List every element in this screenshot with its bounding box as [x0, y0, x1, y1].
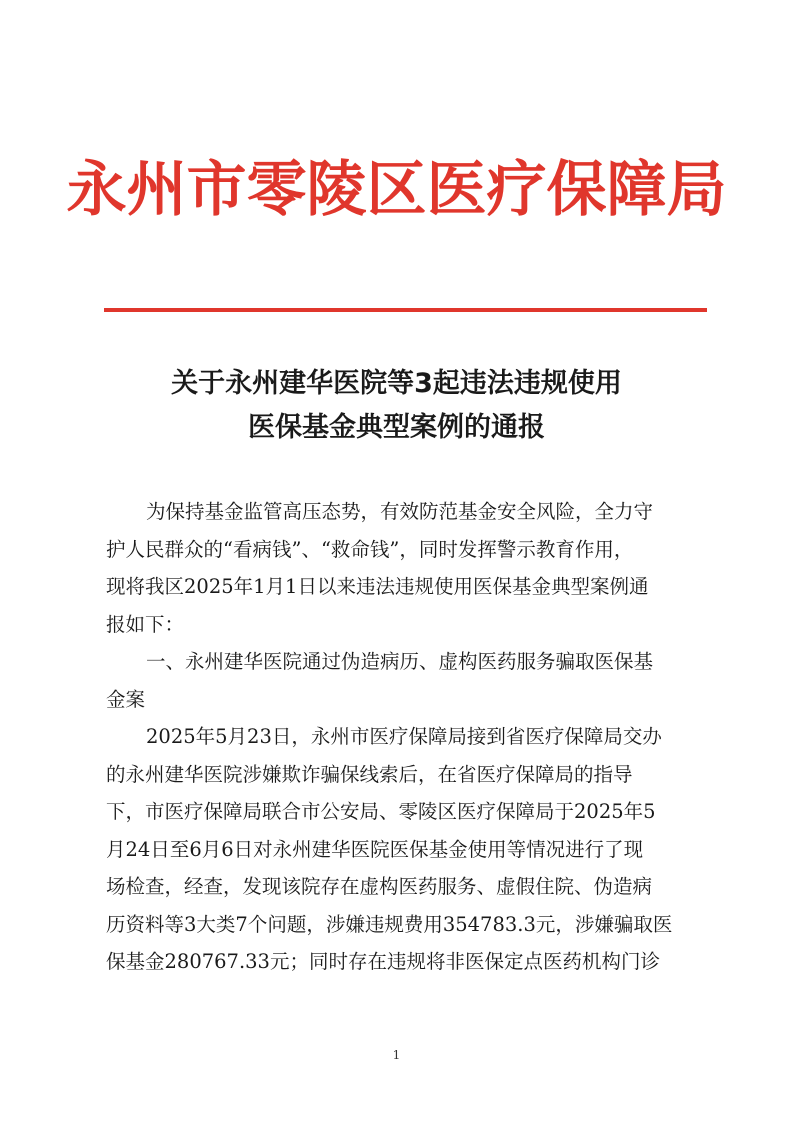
document-title: [0, 362, 793, 450]
document-title-line-1: 关于永州建华医院等3起违法违规使用: [171, 368, 622, 399]
masthead-org-name: 永州市零陵区医疗保障局: [66, 155, 727, 225]
section-heading-line: 一、永州建华医院通过伪造病历、虚构医药服务骗取医保基: [146, 650, 654, 673]
document-title-line-2: 医保基金典型案例的通报: [248, 412, 545, 443]
masthead-red-rule: [104, 308, 707, 312]
paragraph-line: 场检查，经查，发现该院存在虚构医药服务、虚假住院、伪造病: [106, 875, 653, 898]
section-heading-line: 金案: [106, 687, 146, 711]
paragraph-line: 月24日至6月6日对永州建华医院医保基金使用等情况进行了现: [106, 837, 644, 861]
paragraph-line: 历资料等3大类7个问题，涉嫌违规费用354783.3元，涉嫌骗取医: [106, 912, 673, 936]
page-number: 1: [392, 1048, 401, 1062]
paragraph-line: 下，市医疗保障局联合市公安局、零陵区医疗保障局于2025年5: [106, 800, 656, 823]
intro-line: 报如下：: [106, 612, 185, 636]
paragraph-line: 的永州建华医院涉嫌欺诈骗保线索后，在省医疗保障局的指导: [106, 762, 633, 786]
paragraph-line: 保基金280767.33元；同时存在违规将非医保定点医药机构门诊: [106, 950, 660, 973]
document-body: [106, 493, 701, 981]
paragraph-line: 2025年5月23日，永州市医疗保障局接到省医疗保障局交办: [146, 725, 662, 748]
intro-line: 护人民群众的“看病钱”、“救命钱”，同时发挥警示教育作用，: [106, 537, 634, 561]
intro-line: 为保持基金监管高压态势，有效防范基金安全风险，全力守: [146, 500, 654, 523]
intro-line: 现将我区2025年1月1日以来违法违规使用医保基金典型案例通: [106, 575, 649, 598]
